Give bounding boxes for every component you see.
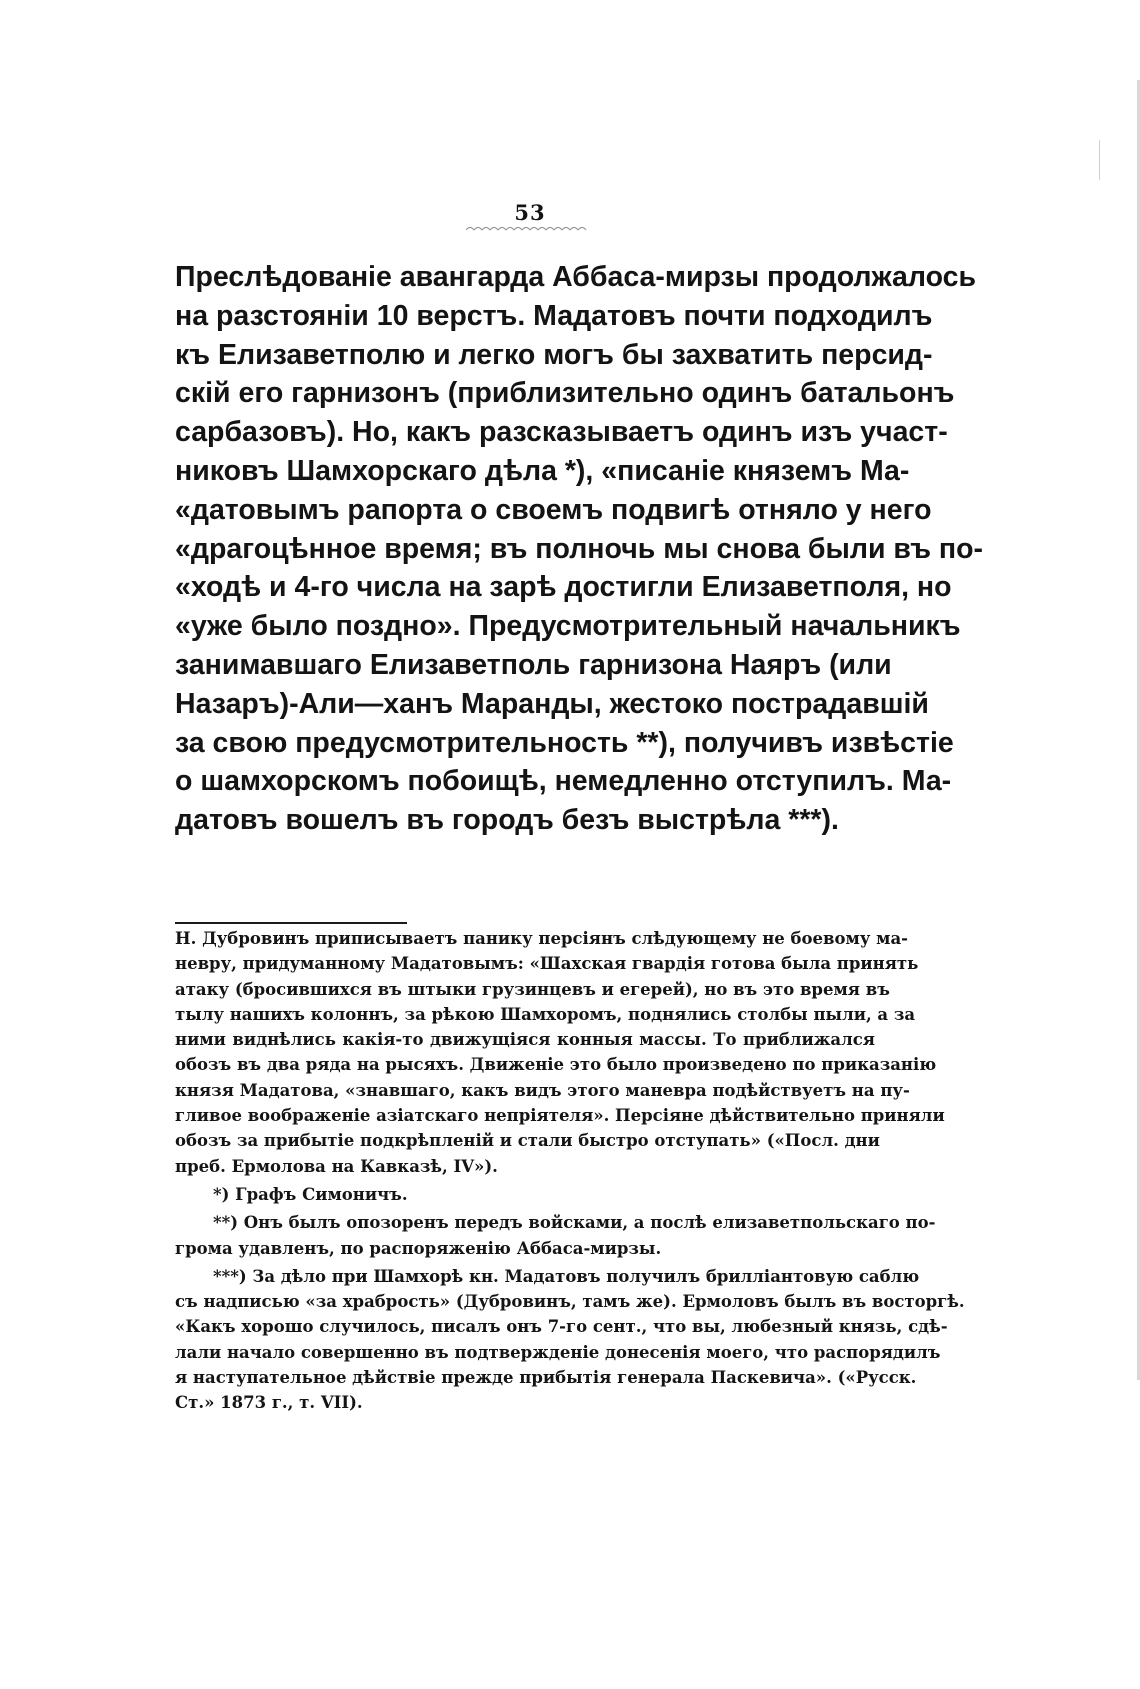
- footnote-intro-line: обозъ за прибытіе подкрѣпленій и стали быстро отступать» («Посл. дни: [175, 1131, 880, 1151]
- page-number: 53: [514, 200, 546, 225]
- main-text-line: сарбазовъ). Но, какъ разсказываетъ одинъ изъ участ-: [175, 416, 948, 449]
- footnote-2-line: грома удавленъ, по распоряженію Аббаса-мирзы.: [175, 1238, 662, 1258]
- main-text-line: къ Елизаветполю и легко могъ бы захватить персид-: [175, 338, 933, 371]
- main-text-line: «ходѣ и 4-го числа на зарѣ достигли Елизаветполя, но: [175, 571, 952, 604]
- footnote-3-line: «Какъ хорошо случилось, писалъ онъ 7-го сент., что вы, любезный князь, сдѣ-: [175, 1317, 948, 1337]
- main-text-line: о шамхорскомъ побоищѣ, немедленно отступилъ. Ма-: [175, 765, 952, 798]
- footnote-2-line: **) Онъ былъ опозоренъ передъ войсками, а послѣ елизаветпольскаго по-: [213, 1213, 936, 1233]
- footnote-separator: [175, 922, 407, 924]
- footnote-intro-line: князя Мадатова, «знавшаго, какъ видъ этого маневра подѣйствуетъ на пу-: [175, 1080, 910, 1100]
- footnote-intro-line: тылу нашихъ колоннъ, за рѣкою Шамхоромъ, поднялись столбы пыли, а за: [175, 1004, 916, 1024]
- main-text-paragraph: [175, 258, 984, 840]
- footnote-intro-line: невру, придуманному Мадатовымъ: «Шахская гвардія готова была принять: [175, 954, 919, 974]
- footnote-intro-line: обозъ въ два ряда на рысяхъ. Движеніе это было произведено по приказанію: [175, 1055, 937, 1075]
- footnote-intro-line: ними виднѣлись какія-то движущіяся конныя массы. То приближался: [175, 1030, 875, 1050]
- main-text-line: Преслѣдованіе авангарда Аббаса-мирзы продолжалось: [175, 261, 977, 293]
- page-number-ornament: [466, 224, 588, 232]
- main-text-line: Назаръ)-Али—ханъ Маранды, жестоко пострадавшій: [175, 687, 929, 720]
- main-text-line: никовъ Шамхорскаго дѣла *), «писаніе княземъ Ма-: [175, 454, 910, 487]
- main-text-line: «датовымъ рапорта о своемъ подвигѣ отняло у него: [175, 493, 932, 526]
- footnote-3-line: я наступательное дѣйствіе прежде прибытія генерала Паскевича». («Русск.: [175, 1368, 917, 1388]
- footnote-1: *) Графъ Симоничъ.: [213, 1184, 408, 1204]
- main-text-line: занимавшаго Елизаветполь гарнизона Наяръ (или: [175, 648, 892, 681]
- footnote-3-line: лали начало совершенно въ подтвержденіе донесенія моего, что распорядилъ: [175, 1342, 941, 1362]
- footnote-intro-line: гливое воображеніе азіатскаго непріятеля». Персіяне дѣйствительно приняли: [175, 1106, 945, 1126]
- footnote-3-line: съ надписью «за храбрость» (Дубровинъ, тамъ же). Ермоловъ былъ въ восторгѣ.: [175, 1292, 965, 1312]
- footnote-intro-line: преб. Ермолова на Кавказѣ, IV»).: [175, 1156, 498, 1176]
- footnote-intro-line: атаку (бросившихся въ штыки грузинцевъ и егерей), но въ это время въ: [175, 979, 890, 999]
- main-text-line: скій его гарнизонъ (приблизительно одинъ батальонъ: [175, 377, 955, 410]
- footnote-intro-line: Н. Дубровинъ приписываетъ панику персіянъ слѣдующему не боевому ма-: [175, 929, 909, 948]
- main-text-line: «уже было поздно». Предусмотрительный начальникъ: [175, 610, 961, 643]
- footnote-3-line: ***) За дѣло при Шамхорѣ кн. Мадатовъ получилъ бриллiантовую саблю: [213, 1266, 920, 1286]
- scan-edge-mark: [1099, 140, 1100, 180]
- footnote-3-line: Ст.» 1873 г., т. VII).: [175, 1393, 363, 1413]
- main-text-line: «драгоцѣнное время; въ полночь мы снова были въ по-: [175, 532, 984, 565]
- main-text-line: за свою предусмотрительность **), получивъ извѣстіе: [175, 726, 954, 759]
- main-text-line: датовъ вошелъ въ городъ безъ выстрѣла ***).: [175, 804, 839, 837]
- footnotes-block: [175, 926, 965, 1416]
- main-text-line: на разстояніи 10 верстъ. Мадатовъ почти подходилъ: [175, 299, 933, 332]
